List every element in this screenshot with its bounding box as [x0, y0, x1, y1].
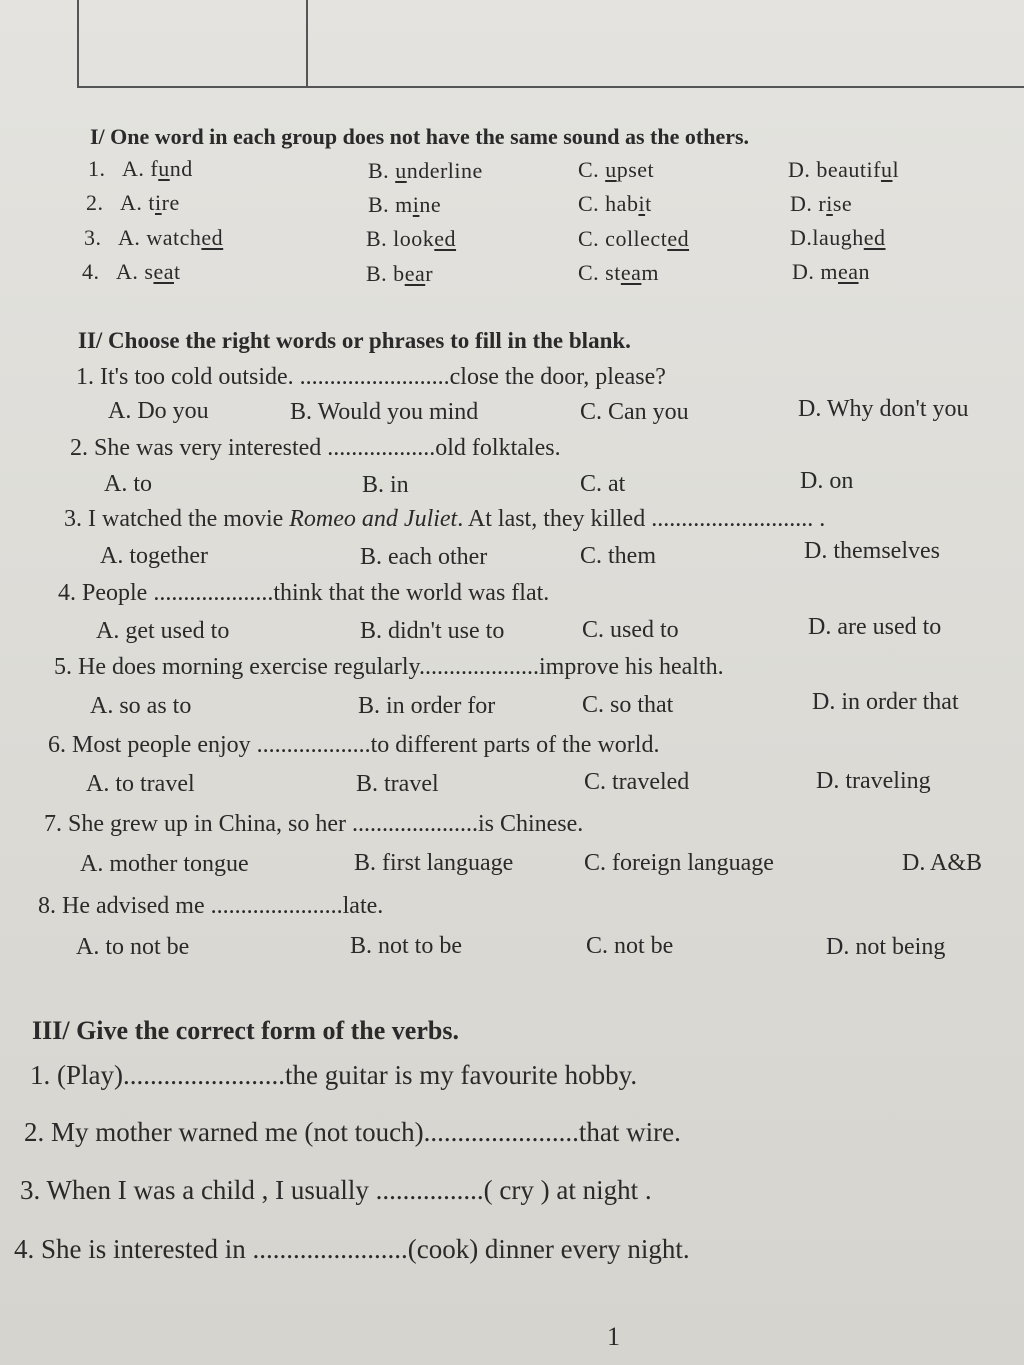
s2-q1-option-a[interactable]: A. Do you — [108, 398, 209, 424]
s2-q2-option-d[interactable]: D. on — [800, 468, 854, 494]
s1-q4-option-b: B. bear — [366, 261, 434, 286]
s1-q3-number: 3. — [84, 225, 102, 250]
s2-q3-stem: 3. I watched the movie Romeo and Juliet. At last, they killed ........................... . — [64, 506, 826, 532]
s2-q7-option-c[interactable]: C. foreign language — [584, 850, 774, 876]
s3-q4-stem: 4. She is interested in .......................(cook) dinner every night. — [14, 1234, 690, 1264]
s2-q7-option-a[interactable]: A. mother tongue — [80, 851, 249, 877]
s2-q3-option-c[interactable]: C. them — [580, 543, 656, 569]
page-number: 1 — [607, 1322, 620, 1351]
s1-q2-option-a: A. tire — [120, 190, 180, 215]
s2-q2-stem: 2. She was very interested ..................old folktales. — [70, 435, 561, 461]
s2-q5-option-d[interactable]: D. in order that — [812, 689, 959, 715]
s2-q1-option-c[interactable]: C. Can you — [580, 399, 689, 425]
s2-q4-blank[interactable]: .................... — [153, 580, 274, 606]
s2-q2-option-a[interactable]: A. to — [104, 471, 152, 497]
s2-q3-blank[interactable]: ........................... . — [651, 506, 826, 532]
s1-q3-option-a: A. watched — [118, 225, 224, 250]
s2-q6-option-c[interactable]: C. traveled — [584, 769, 690, 795]
s2-q4-option-b[interactable]: B. didn't use to — [360, 618, 505, 644]
s1-q4-option-c: C. steam — [578, 260, 660, 285]
s2-q5-blank[interactable]: .................... — [418, 654, 539, 680]
s2-q2-option-b[interactable]: B. in — [362, 472, 409, 498]
s2-q6-blank[interactable]: ................... — [256, 732, 371, 758]
s2-q1-blank[interactable]: ......................... — [299, 364, 450, 390]
s2-q8-option-b[interactable]: B. not to be — [350, 933, 462, 959]
s2-q8-option-c[interactable]: C. not be — [586, 933, 674, 959]
s1-q2-option-d: D. rise — [790, 191, 853, 216]
s2-q7-option-b[interactable]: B. first language — [354, 850, 514, 876]
s2-q8-blank[interactable]: ...................... — [210, 893, 343, 919]
s2-q6-option-d[interactable]: D. traveling — [816, 768, 931, 794]
s1-q2-option-c: C. habit — [578, 191, 652, 216]
s1-q1-option-a: A. fund — [122, 156, 193, 181]
section3-title: III/ Give the correct form of the verbs. — [32, 1016, 459, 1045]
s1-q2-option-b: B. mine — [368, 192, 442, 217]
s2-q3-option-a[interactable]: A. together — [100, 543, 208, 569]
s1-q2-number: 2. — [86, 190, 104, 215]
s2-q8-option-d[interactable]: D. not being — [826, 934, 946, 960]
s2-q4-option-c[interactable]: C. used to — [582, 617, 679, 643]
s2-q3-option-d[interactable]: D. themselves — [804, 538, 940, 564]
s2-q8-option-a[interactable]: A. to not be — [76, 934, 190, 960]
s2-q7-option-d[interactable]: D. A&B — [902, 850, 983, 876]
s1-q4-number: 4. — [82, 259, 100, 284]
s1-q1-number: 1. — [88, 156, 106, 181]
s3-q3-stem: 3. When I was a child , I usually ................( cry ) at night . — [20, 1175, 652, 1205]
s2-q4-option-a[interactable]: A. get used to — [96, 618, 230, 644]
s1-q3-option-d: D.laughed — [790, 225, 886, 250]
s2-q5-option-c[interactable]: C. so that — [582, 692, 674, 718]
s2-q5-option-b[interactable]: B. in order for — [358, 693, 496, 719]
s2-q6-option-a[interactable]: A. to travel — [86, 771, 195, 797]
section2-title: II/ Choose the right words or phrases to fill in the blank. — [78, 328, 631, 353]
s2-q1-option-d[interactable]: D. Why don't you — [798, 396, 969, 422]
s2-q8-stem: 8. He advised me ......................late. — [38, 893, 384, 919]
s2-q5-stem: 5. He does morning exercise regularly....................improve his health. — [54, 654, 724, 680]
s3-q1-blank[interactable]: ........................ — [122, 1060, 285, 1090]
s2-q6-stem: 6. Most people enjoy ...................to different parts of the world. — [48, 732, 660, 758]
header-table-divider — [306, 0, 308, 88]
s2-q1-option-b[interactable]: B. Would you mind — [290, 399, 479, 425]
s1-q4-option-d: D. mean — [792, 259, 871, 284]
s3-q1-stem: 1. (Play)........................the guitar is my favourite hobby. — [30, 1060, 638, 1090]
s1-q1-option-d: D. beautiful — [788, 157, 900, 182]
s1-q1-option-b: B. underline — [368, 158, 483, 183]
s3-q2-blank[interactable]: ....................... — [423, 1117, 579, 1147]
header-table — [77, 0, 1024, 88]
s1-q3-option-b: B. looked — [366, 226, 457, 251]
s1-q1-option-c: C. upset — [578, 157, 655, 182]
s2-q4-stem: 4. People ....................think that the world was flat. — [58, 580, 550, 606]
s1-q4-option-a: A. seat — [116, 259, 181, 284]
s3-q4-blank[interactable]: ....................... — [252, 1234, 408, 1264]
s2-q3-option-b[interactable]: B. each other — [360, 544, 488, 570]
s2-q6-option-b[interactable]: B. travel — [356, 771, 439, 797]
s3-q3-blank[interactable]: ................ — [375, 1175, 484, 1205]
s2-q7-blank[interactable]: ..................... — [351, 811, 478, 837]
s2-q5-option-a[interactable]: A. so as to — [90, 693, 192, 719]
section1-title: I/ One word in each group does not have the same sound as the others. — [90, 124, 750, 149]
s2-q1-stem: 1. It's too cold outside. .........................close the door, please? — [76, 364, 666, 390]
s2-q4-option-d[interactable]: D. are used to — [808, 614, 942, 640]
s3-q2-stem: 2. My mother warned me (not touch).......................that wire. — [24, 1117, 681, 1147]
s1-q3-option-c: C. collected — [578, 226, 690, 251]
s2-q7-stem: 7. She grew up in China, so her .....................is Chinese. — [44, 811, 584, 837]
s2-q2-blank[interactable]: .................. — [327, 435, 436, 461]
s2-q2-option-c[interactable]: C. at — [580, 471, 626, 497]
